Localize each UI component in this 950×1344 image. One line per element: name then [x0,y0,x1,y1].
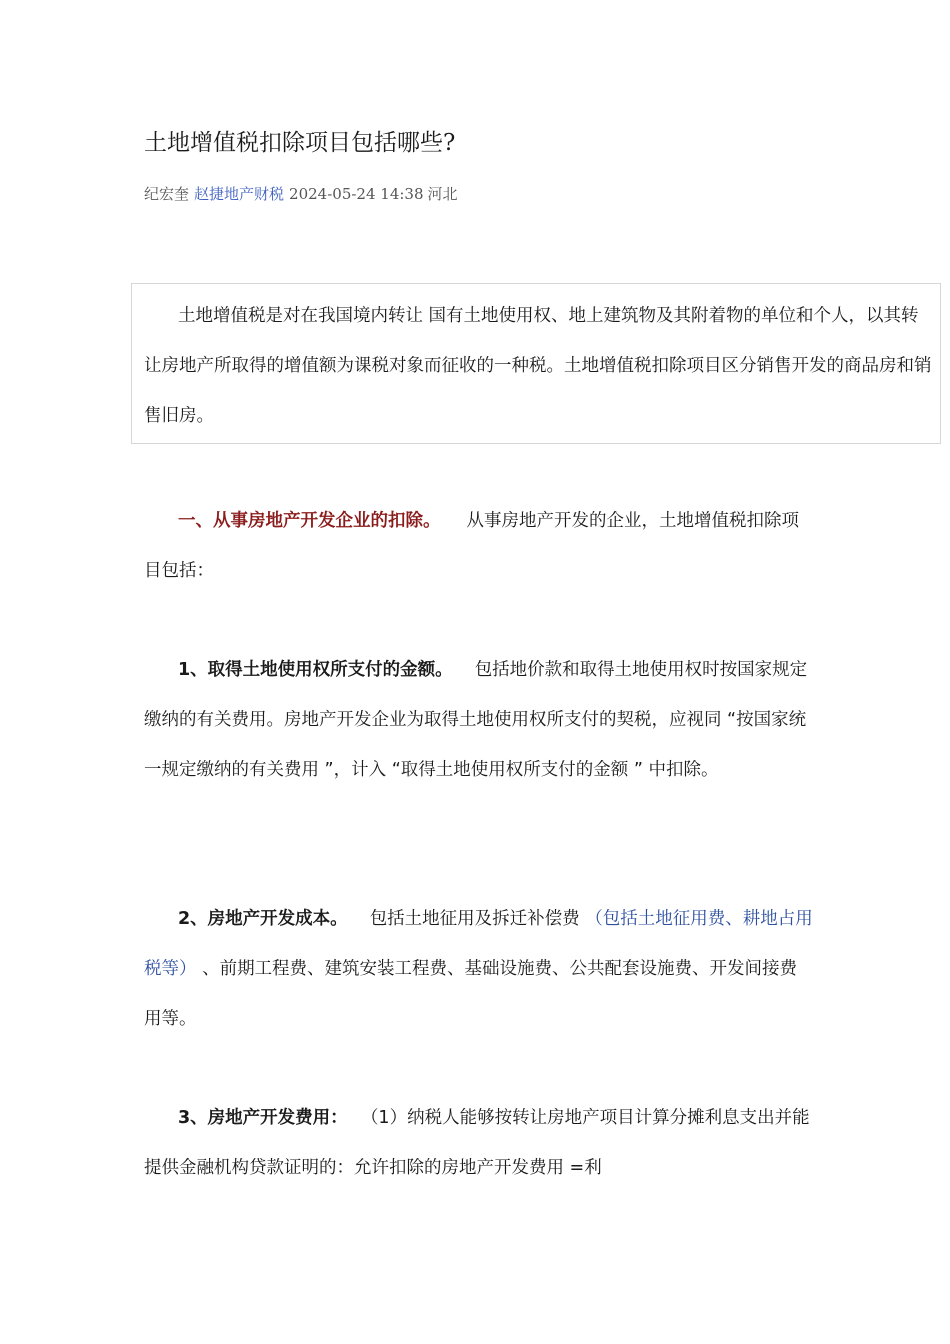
item-3-text: （1）纳税人能够按转让房地产项目计算分摊利息支出并能提供金融机构贷款证明的：允许扣除的房地产开发费用 =利 [144,1108,810,1178]
article-title: 土地增值税扣除项目包括哪些? [144,130,456,156]
section-1-heading: 一、从事房地产开发企业的扣除。 [178,511,441,531]
account-link[interactable]: 赵捷地产财税 [194,185,285,203]
item-1-paragraph [144,645,814,795]
item-2-paragraph [144,894,814,1044]
article-meta [144,183,458,204]
item-3-heading: 3、房地产开发费用： [178,1108,348,1128]
section-1-paragraph [144,496,814,596]
author-name: 纪宏奎 [144,185,190,203]
publish-date: 2024-05-24 14:38 [289,185,424,203]
item-2-heading: 2、房地产开发成本。 [178,909,348,929]
item-2-blue-text: （包括土地征用费、耕地占用税等） [144,909,813,979]
item-2-text-before: 包括土地征用及拆迁补偿费 [369,909,586,929]
section-1-text: 从事房地产开发的企业，土地增值税扣除项目包括： [144,511,799,581]
summary-text: 土地增值税是对在我国境内转让 国有土地使用权、地上建筑物及其附着物的单位和个人，以其转让房地产所取得的增值额为课税对象而征收的一种税。土地增值税扣除项目区分销售开发的商品房和销售旧房。 [144,306,932,426]
item-1-text: 包括地价款和取得土地使用权时按国家规定缴纳的有关费用。房地产开发企业为取得土地使用权所支付的契税，应视同 “按国家统一规定缴纳的有关费用 ”，计入 “取得土地使用权所支付的金额 ” 中扣除。 [144,660,808,780]
item-1-heading: 1、取得土地使用权所支付的金额。 [178,660,453,680]
summary-box [131,283,941,444]
item-3-paragraph [144,1093,814,1193]
item-2-text-after: 、前期工程费、建筑安装工程费、基础设施费、公共配套设施费、开发间接费用等。 [144,959,798,1029]
publish-location: 河北 [427,185,458,203]
